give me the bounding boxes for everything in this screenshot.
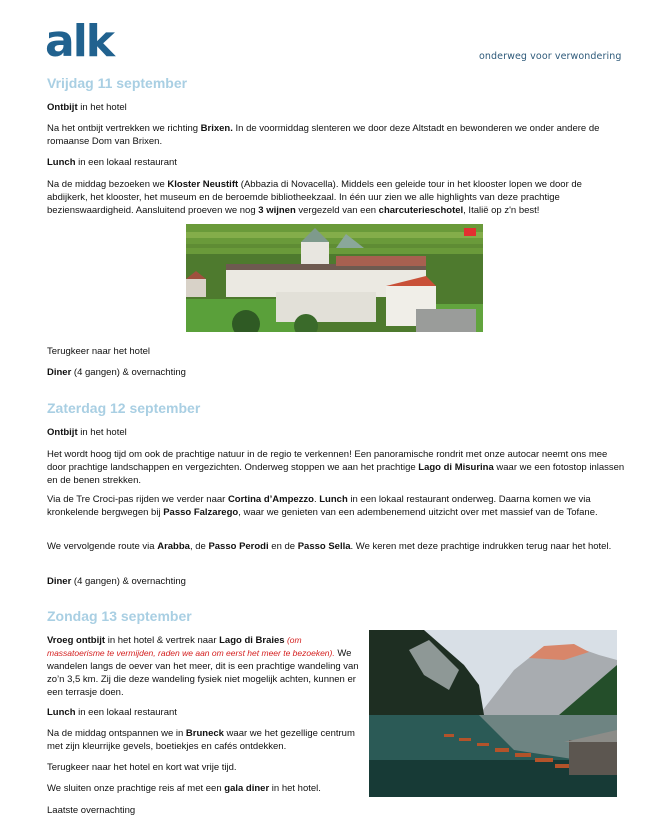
paragraph (47, 366, 186, 379)
text: in het hotel. (269, 783, 321, 794)
day-heading-saturday: Zaterdag 12 september (47, 400, 201, 416)
bold-text: Ontbijt (47, 102, 78, 113)
paragraph (47, 575, 186, 588)
text: Via de Tre Croci-pas rijden we verder naar (47, 494, 228, 505)
text: vergezeld van een (295, 205, 379, 216)
text: (4 gangen) & overnachting (71, 576, 186, 587)
text: (4 gangen) & overnachting (71, 367, 186, 378)
text: Na het ontbijt vertrekken we richting (47, 123, 201, 134)
text: . We keren met deze prachtige indrukken terug naar het hotel. (350, 541, 612, 552)
text: in het hotel (77, 427, 127, 438)
bold-text: Brixen. (200, 123, 233, 134)
text: en de (268, 541, 298, 552)
bold-text: Lunch (47, 157, 76, 168)
bold-text: Passo Perodi (208, 541, 269, 552)
day-heading-sunday: Zondag 13 september (47, 608, 192, 624)
bold-text: Kloster Neustift (167, 179, 239, 190)
text: We sluiten onze prachtige reis af met een (47, 783, 225, 794)
bold-text: Lunch (47, 707, 76, 718)
red-note: (om massatoerisme te vermijden, raden we aan om eerst het meer te bezoeken). (47, 635, 335, 658)
text: (Abbazia di Novacella). Middels een geleide tour in het klooster lopen we door de abdijkerk, het klooster, het museum en de beroemde bibliotheekzaal. In één uur zien we alle highlights van deze prachtige bezienswaardigheid. Aansluitend proeven we nog (47, 179, 582, 216)
bold-text: gala diner (224, 783, 270, 794)
paragraph (47, 122, 617, 148)
text: Laatste overnachting (47, 805, 136, 816)
paragraph (47, 634, 359, 699)
paragraph (47, 426, 127, 439)
text: Het wordt hoog tijd om ook de prachtige natuur in de regio te verkennen! Een panoramische rondrit met onze autocar neemt ons mee door prachtige landschappen en vergezichten. Onderweg stoppen we aan het prachtige (47, 449, 608, 473)
bold-text: Bruneck (185, 728, 224, 739)
tagline: onderweg voor verwondering (479, 51, 622, 62)
bold-text: Cortina d’Ampezzo (227, 494, 314, 505)
paragraph (47, 101, 127, 114)
text: We vervolgende route via (47, 541, 158, 552)
paragraph (47, 761, 237, 774)
alk-logo: alk (45, 16, 114, 67)
text: in het hotel (77, 102, 127, 113)
text: in het hotel & vertrek naar (105, 635, 220, 646)
paragraph (47, 804, 135, 817)
paragraph (47, 782, 321, 795)
bold-text: 3 wijnen (258, 205, 296, 216)
lake-braies-photo (369, 630, 617, 797)
bold-text: Diner (47, 367, 72, 378)
text: Na de middag ontspannen we in (47, 728, 186, 739)
bold-text: Passo Falzarego (163, 507, 239, 518)
text: waar we het gezellige centrum met zijn kleurrijke gevels, boetiekjes en cafés ontdekken. (47, 728, 355, 752)
paragraph (47, 706, 177, 719)
paragraph (47, 727, 359, 753)
text: in een lokaal restaurant onderweg. Daarna komen we via kronkelende bergwegen bij (47, 494, 591, 518)
bold-text: Passo Sella (297, 541, 351, 552)
text: waar we een fotostop inlassen en de benen strekken. (47, 462, 625, 486)
monastery-photo (186, 224, 483, 332)
bold-text: Lago di Misurina (418, 462, 494, 473)
text: in een lokaal restaurant (75, 157, 177, 168)
day-heading-friday: Vrijdag 11 september (47, 75, 188, 91)
text: Terugkeer naar het hotel (47, 346, 150, 357)
text: Terugkeer naar het hotel en kort wat vrije tijd. (47, 762, 237, 773)
bold-text: Lago di Braies (219, 635, 285, 646)
text: , de (189, 541, 209, 552)
bold-text: Vroeg ontbijt (47, 635, 106, 646)
paragraph (47, 156, 177, 169)
paragraph (47, 448, 627, 487)
text: In de voormiddag slenteren we door deze Altstadt en bewonderen we onder andere de romaanse Dom van Brixen. (47, 123, 600, 147)
bold-text: Arabba (157, 541, 190, 552)
paragraph (47, 178, 625, 217)
text: in een lokaal restaurant (75, 707, 177, 718)
text: , Italië op z'n best! (463, 205, 540, 216)
paragraph (47, 493, 629, 519)
text: . (313, 494, 320, 505)
text: , waar we genieten van een adembenemend uitzicht over met massief van de Tofane. (238, 507, 598, 518)
bold-text: charcuterieschotel (378, 205, 464, 216)
bold-text: Ontbijt (47, 427, 78, 438)
paragraph (47, 345, 150, 358)
text: We wandelen langs de oever van het meer, dit is een prachtige wandeling van zo’n 3,5 km. Zij die deze wandeling fysiek niet mogelijk achten, kunnen er een terrasje doen. (47, 648, 359, 698)
bold-text: Lunch (319, 494, 348, 505)
bold-text: Diner (47, 576, 72, 587)
text: Na de middag bezoeken we (47, 179, 168, 190)
paragraph (47, 540, 629, 553)
